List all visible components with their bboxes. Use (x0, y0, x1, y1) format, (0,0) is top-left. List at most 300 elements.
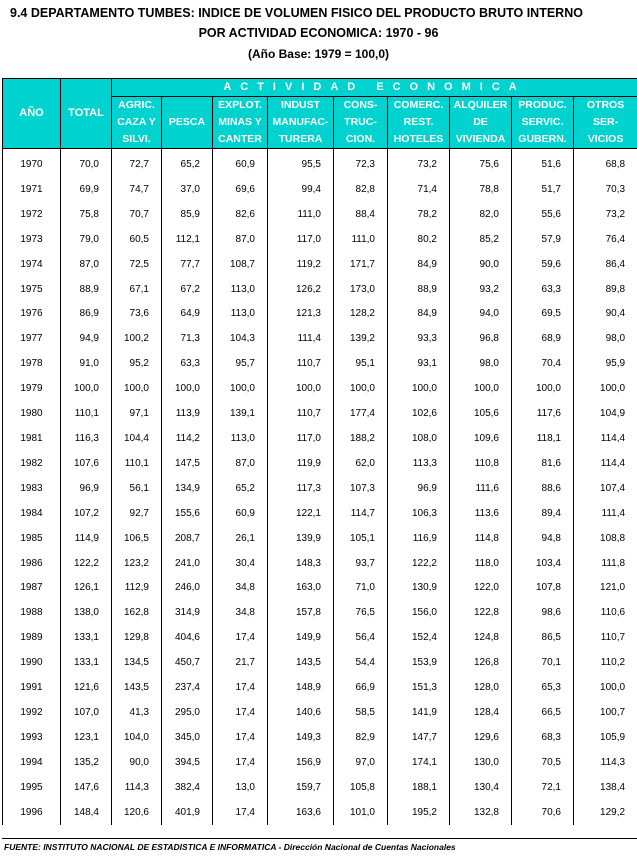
header-line: HOTELES (393, 133, 444, 145)
value-cell: 114,4 (574, 452, 637, 477)
year-cell: 1976 (3, 302, 61, 327)
value-cell: 117,3 (268, 477, 334, 502)
table-row (3, 776, 637, 801)
value-cell: 241,0 (162, 552, 213, 577)
value-cell: 107,3 (334, 477, 388, 502)
header-year: AÑO (3, 79, 61, 149)
value-cell: 82,9 (334, 726, 388, 751)
value-cell: 111,4 (574, 502, 637, 527)
value-cell: 110,6 (574, 601, 637, 626)
value-cell: 116,3 (61, 427, 112, 452)
value-cell: 128,0 (450, 676, 512, 701)
table-row (3, 178, 637, 203)
value-cell: 95,7 (213, 352, 268, 377)
header-line: VICIOS (587, 133, 624, 145)
value-cell: 94,0 (450, 302, 512, 327)
table-row (3, 402, 637, 427)
value-cell: 58,5 (334, 701, 388, 726)
value-cell: 88,4 (334, 203, 388, 228)
value-cell: 89,4 (512, 502, 574, 527)
value-cell: 113,9 (162, 402, 213, 427)
value-cell: 59,6 (512, 253, 574, 278)
value-cell: 100,0 (112, 377, 162, 402)
value-cell: 118,0 (450, 552, 512, 577)
value-cell: 108,8 (574, 527, 637, 552)
value-cell: 88,9 (388, 278, 450, 303)
value-cell: 86,4 (574, 253, 637, 278)
value-cell: 110,7 (268, 402, 334, 427)
value-cell: 120,6 (112, 801, 162, 826)
value-cell: 116,9 (388, 527, 450, 552)
value-cell: 112,9 (112, 576, 162, 601)
value-cell: 314,9 (162, 601, 213, 626)
value-cell: 17,4 (213, 701, 268, 726)
value-cell: 114,2 (162, 427, 213, 452)
table-row (3, 477, 637, 502)
value-cell: 208,7 (162, 527, 213, 552)
value-cell: 93,3 (388, 327, 450, 352)
year-cell: 1986 (3, 552, 61, 577)
value-cell: 108,7 (213, 253, 268, 278)
value-cell: 117,0 (268, 228, 334, 253)
value-cell: 62,0 (334, 452, 388, 477)
value-cell: 394,5 (162, 751, 213, 776)
table-row (3, 601, 637, 626)
value-cell: 95,1 (334, 352, 388, 377)
value-cell: 119,9 (268, 452, 334, 477)
value-cell: 81,6 (512, 452, 574, 477)
header-activity-group: ACTIVIDAD ECONOMICA (112, 79, 637, 97)
value-cell: 70,1 (512, 651, 574, 676)
value-cell: 71,4 (388, 178, 450, 203)
value-cell: 113,6 (450, 502, 512, 527)
value-cell: 139,1 (213, 402, 268, 427)
year-cell: 1980 (3, 402, 61, 427)
value-cell: 147,7 (388, 726, 450, 751)
value-cell: 147,6 (61, 776, 112, 801)
value-cell: 70,0 (61, 149, 112, 178)
value-cell: 112,1 (162, 228, 213, 253)
value-cell: 114,3 (574, 751, 637, 776)
footer-divider (2, 838, 637, 839)
year-cell: 1971 (3, 178, 61, 203)
header-activity-column (450, 97, 512, 149)
value-cell: 92,7 (112, 502, 162, 527)
value-cell: 93,1 (388, 352, 450, 377)
value-cell: 177,4 (334, 402, 388, 427)
table-subtitle: POR ACTIVIDAD ECONOMICA: 1970 - 96 (198, 26, 439, 40)
value-cell: 13,0 (213, 776, 268, 801)
value-cell: 86,9 (61, 302, 112, 327)
table-row (3, 203, 637, 228)
value-cell: 109,6 (450, 427, 512, 452)
value-cell: 149,3 (268, 726, 334, 751)
header-line: CAZA Y (117, 116, 156, 128)
value-cell: 107,2 (61, 502, 112, 527)
value-cell: 114,7 (334, 502, 388, 527)
value-cell: 111,6 (450, 477, 512, 502)
year-cell: 1989 (3, 626, 61, 651)
year-cell: 1984 (3, 502, 61, 527)
value-cell: 90,4 (574, 302, 637, 327)
value-cell: 104,9 (574, 402, 637, 427)
value-cell: 134,9 (162, 477, 213, 502)
value-cell: 94,8 (512, 527, 574, 552)
value-cell: 157,8 (268, 601, 334, 626)
year-cell: 1988 (3, 601, 61, 626)
value-cell: 97,0 (334, 751, 388, 776)
value-cell: 105,6 (450, 402, 512, 427)
value-cell: 171,7 (334, 253, 388, 278)
table-row (3, 651, 637, 676)
value-cell: 63,3 (162, 352, 213, 377)
value-cell: 130,4 (450, 776, 512, 801)
value-cell: 60,9 (213, 149, 268, 178)
value-cell: 404,6 (162, 626, 213, 651)
value-cell: 295,0 (162, 701, 213, 726)
header-line: PESCA (168, 116, 206, 128)
value-cell: 63,3 (512, 278, 574, 303)
value-cell: 122,2 (388, 552, 450, 577)
header-line: SILVI. (122, 133, 151, 145)
value-cell: 17,4 (213, 626, 268, 651)
value-cell: 119,2 (268, 253, 334, 278)
value-cell: 128,2 (334, 302, 388, 327)
value-cell: 70,5 (512, 751, 574, 776)
value-cell: 345,0 (162, 726, 213, 751)
value-cell: 88,6 (512, 477, 574, 502)
header-activity-column (574, 97, 637, 149)
value-cell: 147,5 (162, 452, 213, 477)
value-cell: 104,3 (213, 327, 268, 352)
value-cell: 66,5 (512, 701, 574, 726)
value-cell: 82,8 (334, 178, 388, 203)
value-cell: 105,8 (334, 776, 388, 801)
value-cell: 121,3 (268, 302, 334, 327)
value-cell: 101,0 (334, 801, 388, 826)
value-cell: 70,7 (112, 203, 162, 228)
header-line: SER- (592, 116, 619, 128)
value-cell: 114,3 (112, 776, 162, 801)
value-cell: 156,0 (388, 601, 450, 626)
value-cell: 110,7 (268, 352, 334, 377)
value-cell: 17,4 (213, 726, 268, 751)
value-cell: 98,0 (450, 352, 512, 377)
value-cell: 72,5 (112, 253, 162, 278)
value-cell: 114,8 (450, 527, 512, 552)
year-cell: 1970 (3, 149, 61, 178)
table-row (3, 502, 637, 527)
value-cell: 85,9 (162, 203, 213, 228)
header-line: REST. (403, 116, 434, 128)
year-cell: 1973 (3, 228, 61, 253)
value-cell: 105,9 (574, 726, 637, 751)
header-line: OTROS (586, 99, 625, 111)
value-cell: 70,6 (512, 801, 574, 826)
table-row (3, 801, 637, 826)
year-cell: 1981 (3, 427, 61, 452)
value-cell: 68,3 (512, 726, 574, 751)
value-cell: 130,0 (450, 751, 512, 776)
header-line: CONS- (343, 99, 378, 111)
value-cell: 123,1 (61, 726, 112, 751)
value-cell: 60,5 (112, 228, 162, 253)
value-cell: 56,4 (334, 626, 388, 651)
header-line: TRUC- (344, 116, 377, 128)
year-cell: 1972 (3, 203, 61, 228)
value-cell: 41,3 (112, 701, 162, 726)
value-cell: 65,2 (213, 477, 268, 502)
table-title: 9.4 DEPARTAMENTO TUMBES: INDICE DE VOLUMEN FISICO DEL PRODUCTO BRUTO INTERNO (10, 6, 583, 20)
table-row (3, 228, 637, 253)
header-line: TURERA (278, 133, 323, 145)
value-cell: 78,2 (388, 203, 450, 228)
value-cell: 100,0 (574, 676, 637, 701)
value-cell: 67,1 (112, 278, 162, 303)
table-row (3, 253, 637, 278)
table-row (3, 278, 637, 303)
value-cell: 149,9 (268, 626, 334, 651)
value-cell: 159,7 (268, 776, 334, 801)
value-cell: 113,3 (388, 452, 450, 477)
header-line: MANUFAC- (272, 116, 329, 128)
value-cell: 104,0 (112, 726, 162, 751)
value-cell: 96,9 (61, 477, 112, 502)
value-cell: 401,9 (162, 801, 213, 826)
value-cell: 68,9 (512, 327, 574, 352)
value-cell: 382,4 (162, 776, 213, 801)
value-cell: 129,6 (450, 726, 512, 751)
table-row (3, 427, 637, 452)
value-cell: 98,0 (574, 327, 637, 352)
value-cell: 117,0 (268, 427, 334, 452)
value-cell: 128,4 (450, 701, 512, 726)
table-row (3, 452, 637, 477)
value-cell: 71,3 (162, 327, 213, 352)
value-cell: 66,9 (334, 676, 388, 701)
value-cell: 111,4 (268, 327, 334, 352)
header-line: EXPLOT. (218, 99, 262, 111)
value-cell: 56,1 (112, 477, 162, 502)
value-cell: 148,9 (268, 676, 334, 701)
value-cell: 69,6 (213, 178, 268, 203)
value-cell: 114,4 (574, 427, 637, 452)
header-activity-column (162, 97, 213, 149)
header-line: SERVIC. (521, 116, 564, 128)
value-cell: 105,1 (334, 527, 388, 552)
value-cell: 82,0 (450, 203, 512, 228)
value-cell: 113,0 (213, 278, 268, 303)
header-line: INDUST (280, 99, 321, 111)
value-cell: 90,0 (112, 751, 162, 776)
value-cell: 73,2 (388, 149, 450, 178)
header-activity-column (112, 97, 162, 149)
value-cell: 103,4 (512, 552, 574, 577)
value-cell: 69,9 (61, 178, 112, 203)
value-cell: 87,0 (213, 228, 268, 253)
value-cell: 113,0 (213, 427, 268, 452)
header-activity-column (334, 97, 388, 149)
value-cell: 129,2 (574, 801, 637, 826)
value-cell: 163,6 (268, 801, 334, 826)
value-cell: 34,8 (213, 601, 268, 626)
table-row (3, 149, 637, 178)
value-cell: 121,6 (61, 676, 112, 701)
value-cell: 134,5 (112, 651, 162, 676)
gdp-index-table (2, 78, 637, 825)
table-row (3, 676, 637, 701)
value-cell: 153,9 (388, 651, 450, 676)
value-cell: 107,0 (61, 701, 112, 726)
value-cell: 124,8 (450, 626, 512, 651)
value-cell: 188,2 (334, 427, 388, 452)
header-activity-column (268, 97, 334, 149)
header-line: MINAS Y (218, 116, 262, 128)
value-cell: 110,1 (61, 402, 112, 427)
value-cell: 67,2 (162, 278, 213, 303)
value-cell: 95,5 (268, 149, 334, 178)
value-cell: 90,0 (450, 253, 512, 278)
value-cell: 30,4 (213, 552, 268, 577)
value-cell: 78,8 (450, 178, 512, 203)
value-cell: 141,9 (388, 701, 450, 726)
value-cell: 122,8 (450, 601, 512, 626)
value-cell: 94,9 (61, 327, 112, 352)
header-line: CION. (345, 133, 376, 145)
value-cell: 72,1 (512, 776, 574, 801)
year-cell: 1993 (3, 726, 61, 751)
header-line: COMERC. (393, 99, 444, 111)
value-cell: 54,4 (334, 651, 388, 676)
value-cell: 55,6 (512, 203, 574, 228)
value-cell: 72,3 (334, 149, 388, 178)
value-cell: 69,5 (512, 302, 574, 327)
value-cell: 106,5 (112, 527, 162, 552)
year-cell: 1987 (3, 576, 61, 601)
value-cell: 143,5 (112, 676, 162, 701)
value-cell: 17,4 (213, 751, 268, 776)
header-line: PRODUC. (518, 99, 567, 111)
value-cell: 21,7 (213, 651, 268, 676)
value-cell: 89,8 (574, 278, 637, 303)
value-cell: 100,0 (268, 377, 334, 402)
value-cell: 174,1 (388, 751, 450, 776)
year-cell: 1982 (3, 452, 61, 477)
value-cell: 122,2 (61, 552, 112, 577)
value-cell: 107,8 (512, 576, 574, 601)
value-cell: 17,4 (213, 801, 268, 826)
value-cell: 121,0 (574, 576, 637, 601)
value-cell: 156,9 (268, 751, 334, 776)
value-cell: 100,0 (334, 377, 388, 402)
value-cell: 140,6 (268, 701, 334, 726)
value-cell: 65,2 (162, 149, 213, 178)
table-row (3, 751, 637, 776)
value-cell: 100,2 (112, 327, 162, 352)
value-cell: 34,8 (213, 576, 268, 601)
value-cell: 132,8 (450, 801, 512, 826)
value-cell: 75,6 (450, 149, 512, 178)
value-cell: 100,0 (574, 377, 637, 402)
header-line: AGRIC. (118, 99, 155, 111)
value-cell: 110,7 (574, 626, 637, 651)
value-cell: 118,1 (512, 427, 574, 452)
value-cell: 126,8 (450, 651, 512, 676)
header-activity-column (512, 97, 574, 149)
value-cell: 138,4 (574, 776, 637, 801)
value-cell: 99,4 (268, 178, 334, 203)
table-row (3, 302, 637, 327)
table-body (3, 149, 637, 826)
value-cell: 104,4 (112, 427, 162, 452)
table-row (3, 726, 637, 751)
value-cell: 88,9 (61, 278, 112, 303)
year-cell: 1985 (3, 527, 61, 552)
value-cell: 122,0 (450, 576, 512, 601)
value-cell: 111,0 (334, 228, 388, 253)
value-cell: 77,7 (162, 253, 213, 278)
table-row (3, 626, 637, 651)
value-cell: 237,4 (162, 676, 213, 701)
value-cell: 79,0 (61, 228, 112, 253)
value-cell: 82,6 (213, 203, 268, 228)
value-cell: 148,3 (268, 552, 334, 577)
year-cell: 1975 (3, 278, 61, 303)
value-cell: 188,1 (388, 776, 450, 801)
value-cell: 130,9 (388, 576, 450, 601)
value-cell: 73,2 (574, 203, 637, 228)
value-cell: 139,9 (268, 527, 334, 552)
value-cell: 117,6 (512, 402, 574, 427)
value-cell: 100,0 (450, 377, 512, 402)
base-year-note: (Año Base: 1979 = 100,0) (247, 47, 390, 61)
value-cell: 85,2 (450, 228, 512, 253)
header-line: CANTER (218, 133, 262, 145)
value-cell: 108,0 (388, 427, 450, 452)
year-cell: 1994 (3, 751, 61, 776)
value-cell: 155,6 (162, 502, 213, 527)
value-cell: 195,2 (388, 801, 450, 826)
value-cell: 60,9 (213, 502, 268, 527)
value-cell: 84,9 (388, 253, 450, 278)
value-cell: 113,0 (213, 302, 268, 327)
year-cell: 1990 (3, 651, 61, 676)
header-line: GUBERN. (518, 133, 567, 145)
value-cell: 110,1 (112, 452, 162, 477)
value-cell: 68,8 (574, 149, 637, 178)
year-cell: 1974 (3, 253, 61, 278)
value-cell: 100,0 (213, 377, 268, 402)
value-cell: 17,4 (213, 676, 268, 701)
value-cell: 97,1 (112, 402, 162, 427)
value-cell: 70,4 (512, 352, 574, 377)
value-cell: 450,7 (162, 651, 213, 676)
value-cell: 163,0 (268, 576, 334, 601)
year-cell: 1996 (3, 801, 61, 826)
value-cell: 100,0 (388, 377, 450, 402)
value-cell: 76,5 (334, 601, 388, 626)
value-cell: 37,0 (162, 178, 213, 203)
value-cell: 152,4 (388, 626, 450, 651)
value-cell: 111,8 (574, 552, 637, 577)
value-cell: 51,7 (512, 178, 574, 203)
table-row (3, 576, 637, 601)
value-cell: 26,1 (213, 527, 268, 552)
data-table-container (2, 78, 637, 838)
value-cell: 114,9 (61, 527, 112, 552)
year-cell: 1995 (3, 776, 61, 801)
value-cell: 76,4 (574, 228, 637, 253)
